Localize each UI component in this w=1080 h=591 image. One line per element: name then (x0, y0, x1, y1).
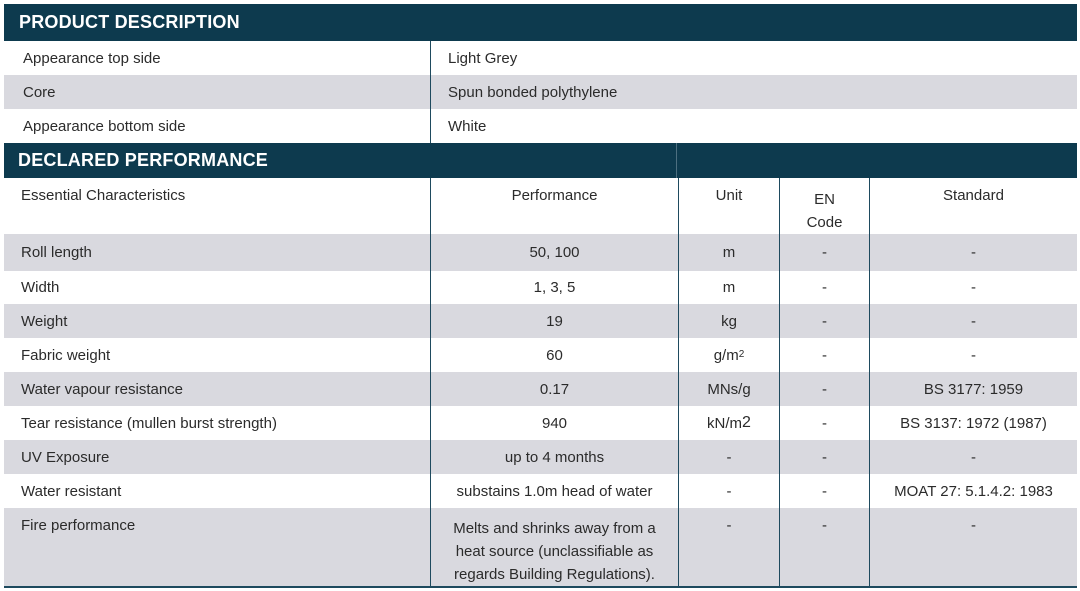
cell-standard: - (869, 440, 1077, 474)
cell-characteristic: Water vapour resistance (21, 380, 184, 398)
cell-performance: substains 1.0m head of water (430, 474, 678, 508)
col-header-en-code-line2: Code (806, 213, 843, 231)
description-value: Light Grey (430, 41, 1077, 75)
cell-characteristic: Water resistant (21, 482, 122, 500)
cell-unit: kN/m 2 (678, 406, 779, 440)
unit-base: kN/m (707, 414, 743, 432)
cell-en-code: - (779, 508, 869, 586)
product-description-header (4, 4, 1077, 41)
product-description-title: PRODUCT DESCRIPTION (19, 12, 240, 32)
description-label: Appearance bottom side (23, 117, 186, 135)
cell-standard: BS 3137: 1972 (1987) (869, 406, 1077, 440)
cell-performance: 0.17 (430, 372, 678, 406)
cell-standard: MOAT 27: 5.1.4.2: 1983 (869, 474, 1077, 508)
description-row (4, 75, 1077, 109)
cell-unit: - (678, 474, 779, 508)
description-value: White (430, 109, 1077, 143)
cell-performance: 60 (430, 338, 678, 372)
cell-en-code: - (779, 271, 869, 304)
cell-characteristic: Fire performance (21, 517, 136, 534)
cell-characteristic: Tear resistance (mullen burst strength) (21, 414, 277, 432)
cell-standard: - (869, 304, 1077, 338)
table-row (4, 406, 1077, 440)
cell-unit: g/m 2 (678, 338, 779, 372)
description-value: Spun bonded polythylene (430, 75, 1077, 109)
cell-performance: up to 4 months (430, 440, 678, 474)
table-row (4, 440, 1077, 474)
cell-characteristic: UV Exposure (21, 448, 110, 466)
declared-performance-title: DECLARED PERFORMANCE (18, 150, 269, 170)
table-row (4, 474, 1077, 508)
cell-performance: 19 (430, 304, 678, 338)
cell-en-code: - (779, 338, 869, 372)
col-header-performance: Performance (430, 178, 678, 234)
performance-column-headers (4, 178, 1077, 234)
cell-performance: 50, 100 (430, 234, 678, 271)
col-header-standard: Standard (869, 178, 1077, 234)
cell-en-code: - (779, 304, 869, 338)
col-header-en-code-line1: EN (814, 190, 835, 208)
cell-performance: 1, 3, 5 (430, 271, 678, 304)
cell-unit: m (678, 271, 779, 304)
cell-standard: - (869, 271, 1077, 304)
table-row (4, 234, 1077, 271)
col-header-characteristic: Essential Characteristics (21, 187, 186, 204)
cell-standard: - (869, 508, 1077, 586)
bottom-rule (4, 586, 1077, 588)
cell-standard: - (869, 234, 1077, 271)
performance-line: regards Building Regulations). (454, 566, 655, 583)
table-row (4, 372, 1077, 406)
cell-en-code: - (779, 372, 869, 406)
cell-en-code: - (779, 440, 869, 474)
cell-characteristic: Width (21, 279, 60, 296)
description-label: Core (23, 83, 56, 101)
cell-standard: BS 3177: 1959 (869, 372, 1077, 406)
cell-standard: - (869, 338, 1077, 372)
performance-line: heat source (unclassifiable as (455, 543, 654, 560)
cell-unit: kg (678, 304, 779, 338)
cell-performance: 940 (430, 406, 678, 440)
description-label: Appearance top side (23, 49, 161, 67)
datasheet (4, 4, 1077, 588)
header-divider (676, 143, 677, 178)
description-row (4, 109, 1077, 143)
cell-unit: m (678, 234, 779, 271)
unit-base: g/m (713, 346, 739, 364)
declared-performance-header (4, 143, 1077, 178)
cell-characteristic: Weight (21, 312, 68, 330)
cell-characteristic: Fabric weight (21, 346, 111, 364)
cell-characteristic: Roll length (21, 244, 92, 261)
cell-en-code: - (779, 406, 869, 440)
cell-unit: - (678, 440, 779, 474)
table-row (4, 304, 1077, 338)
description-row (4, 41, 1077, 75)
table-row (4, 271, 1077, 304)
col-header-unit: Unit (678, 178, 779, 234)
cell-en-code: - (779, 474, 869, 508)
cell-en-code: - (779, 234, 869, 271)
cell-performance (430, 508, 678, 586)
cell-unit: - (678, 508, 779, 586)
performance-line: Melts and shrinks away from a (453, 520, 656, 537)
col-header-en-code (779, 178, 869, 234)
table-row (4, 338, 1077, 372)
table-row (4, 508, 1077, 586)
cell-unit: MNs/g (678, 372, 779, 406)
